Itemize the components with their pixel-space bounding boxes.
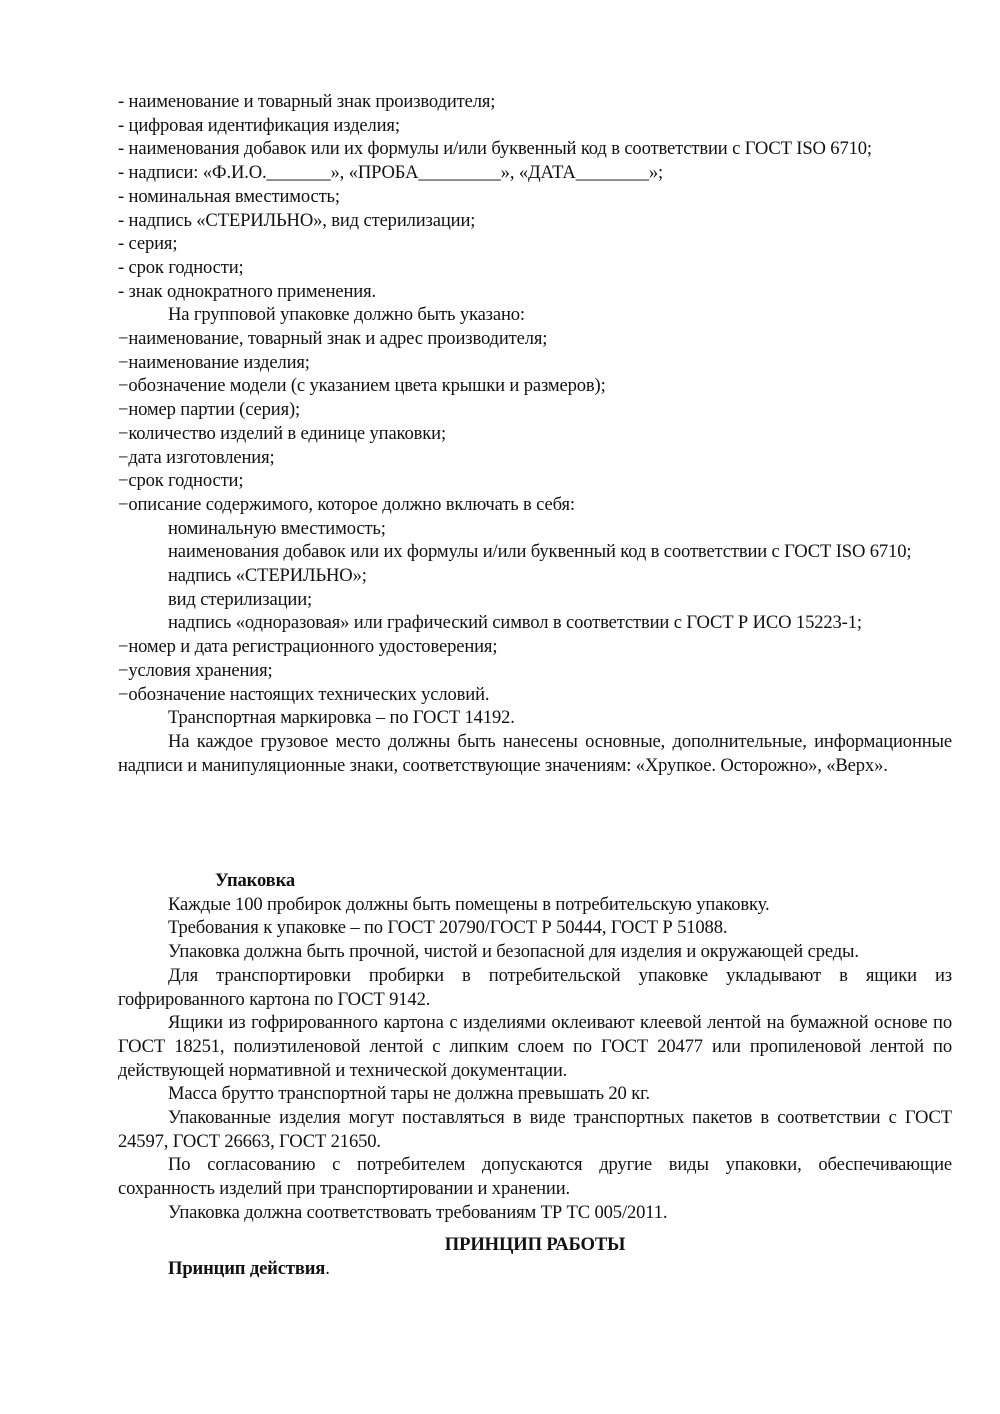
paragraph: −описание содержимого, которое должно включать в себя: — [118, 493, 575, 515]
paragraph: Упаковка должна соответствовать требованиям ТР ТС 005/2011. — [168, 1201, 668, 1223]
paragraph: −наименование, товарный знак и адрес производителя; — [118, 328, 548, 350]
paragraph: −наименование изделия; — [118, 351, 310, 373]
paragraph: На групповой упаковке должно быть указано: — [168, 304, 525, 326]
paragraph: Каждые 100 пробирок должны быть помещены в потребительскую упаковку. — [168, 893, 770, 915]
section-heading: Упаковка — [215, 870, 296, 891]
paragraph: −срок годности; — [118, 470, 244, 492]
marking-section — [118, 90, 952, 777]
paragraph: −номер партии (серия); — [118, 399, 301, 421]
paragraph: - знак однократного применения. — [118, 280, 376, 302]
paragraph: −номер и дата регистрационного удостоверения; — [118, 636, 498, 658]
subsection-title-text: Принцип действия — [168, 1257, 326, 1279]
paragraph: - наименования добавок или их формулы и/или буквенный код в соответствии с ГОСТ ISO 6710; — [118, 138, 872, 160]
paragraph: - цифровая идентификация изделия; — [118, 114, 400, 136]
paragraph: надпись «одноразовая» или графический символ в соответствии с ГОСТ Р ИСО 15223-1; — [168, 612, 862, 634]
paragraph: Масса брутто транспортной тары не должна превышать 20 кг. — [168, 1083, 650, 1105]
paragraph: Требования к упаковке – по ГОСТ 20790/ГОСТ Р 50444, ГОСТ Р 51088. — [168, 917, 728, 939]
paragraph: −обозначение настоящих технических условий. — [118, 683, 490, 705]
paragraph: наименования добавок или их формулы и/или буквенный код в соответствии с ГОСТ ISO 6710; — [168, 541, 912, 563]
paragraph: - серия; — [118, 233, 178, 255]
paragraph: По согласованию с потребителем допускаются другие виды упаковки, обеспечивающие сохранность изделий при транспортировании и хранении. — [118, 1154, 952, 1200]
paragraph: - надписи: «Ф.И.О._______», «ПРОБА_________», «ДАТА________»; — [118, 162, 664, 184]
paragraph: вид стерилизации; — [168, 588, 313, 610]
section-title: ПРИНЦИП РАБОТЫ — [444, 1234, 626, 1255]
paragraph: Для транспортировки пробирки в потребительской упаковке укладывают в ящики из гофрированного картона по ГОСТ 9142. — [118, 964, 952, 1010]
paragraph: номинальную вместимость; — [168, 517, 386, 539]
paragraph: Транспортная маркировка – по ГОСТ 14192. — [168, 707, 515, 729]
paragraph: −количество изделий в единице упаковки; — [118, 422, 446, 444]
paragraph: −дата изготовления; — [118, 446, 275, 468]
subsection-title — [118, 1257, 952, 1281]
paragraph: −условия хранения; — [118, 659, 273, 681]
paragraph: - номинальная вместимость; — [118, 185, 340, 207]
paragraph: - надпись «СТЕРИЛЬНО», вид стерилизации; — [118, 209, 476, 231]
paragraph: - срок годности; — [118, 256, 244, 278]
paragraph: Ящики из гофрированного картона с изделиями оклеивают клеевой лентой на бумажной основе по ГОСТ 18251, полиэтиленовой лентой с липким слоем по ГОСТ 20477 или пропиленовой лентой по действующей нормативной и технической документации. — [118, 1012, 952, 1081]
packaging-section — [118, 869, 952, 1225]
paragraph: На каждое грузовое место должны быть нанесены основные, дополнительные, информационные надписи и манипуляционные знаки, соответствующие значениям: «Хрупкое. Осторожно», «Верх». — [118, 730, 952, 776]
paragraph: надпись «СТЕРИЛЬНО»; — [168, 565, 367, 587]
principle-section — [118, 1233, 952, 1280]
paragraph: Упаковка должна быть прочной, чистой и безопасной для изделия и окружающей среды. — [168, 941, 859, 963]
subsection-title-suffix: . — [325, 1257, 330, 1279]
paragraph: −обозначение модели (с указанием цвета крышки и размеров); — [118, 375, 606, 397]
paragraph: Упакованные изделия могут поставляться в виде транспортных пакетов в соответствии с ГОСТ 24597, ГОСТ 26663, ГОСТ 21650. — [118, 1107, 952, 1152]
paragraph: - наименование и товарный знак производителя; — [118, 91, 496, 112]
